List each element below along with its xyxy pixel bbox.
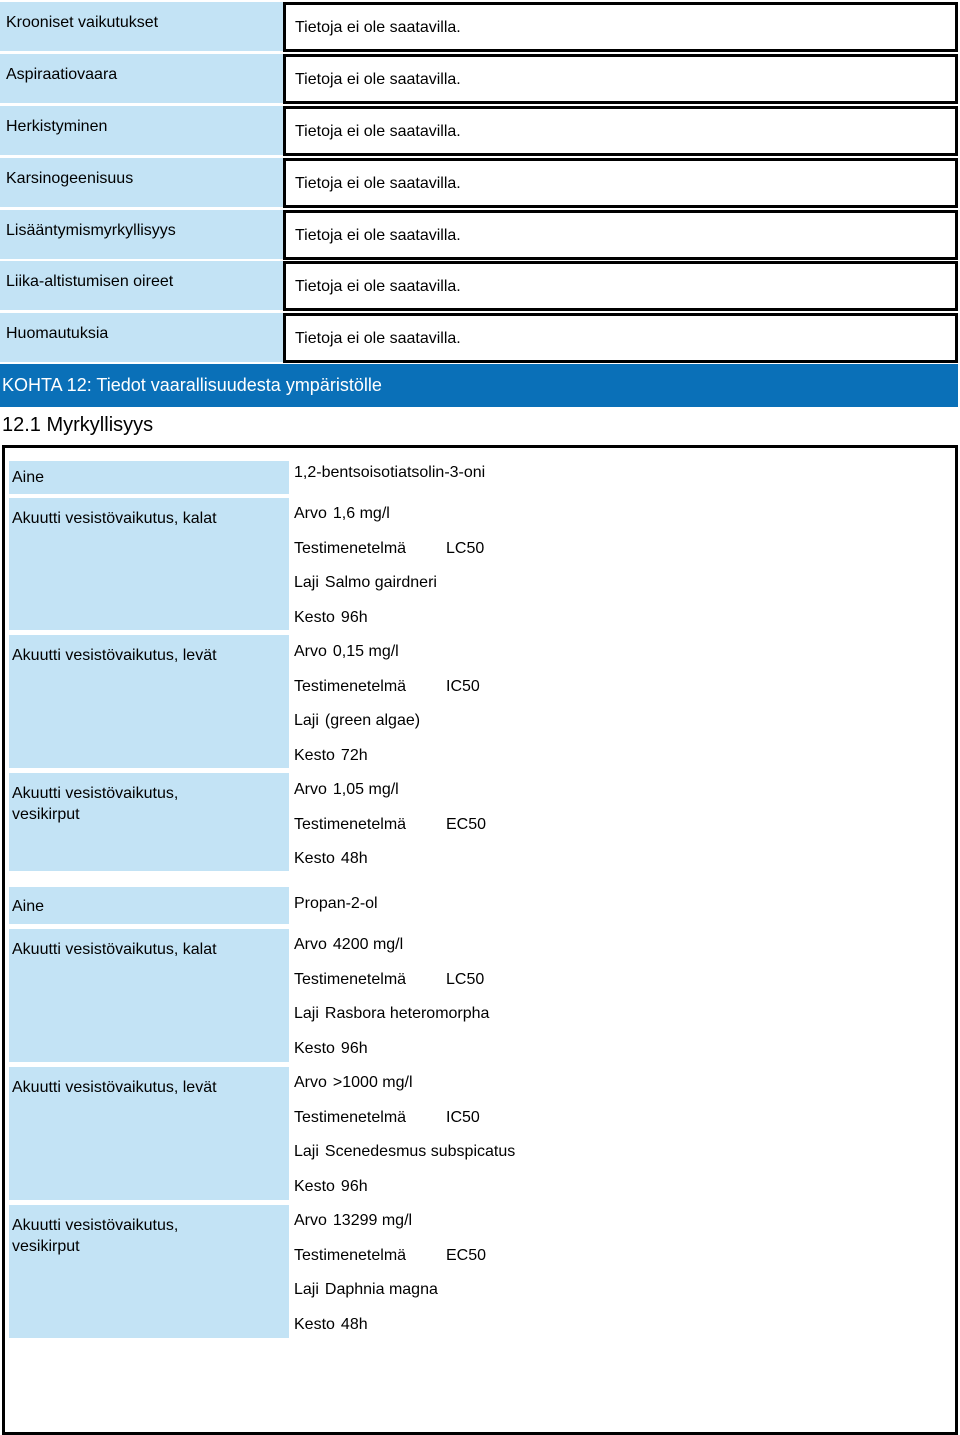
effect-label-daphnia: Akuutti vesistövaikutus, vesikirput xyxy=(9,1205,289,1338)
duration-key: Kesto xyxy=(294,1040,335,1057)
effect-method-row xyxy=(294,539,484,559)
effect-species-row xyxy=(294,1004,489,1024)
table-row xyxy=(0,259,960,311)
effect-label-algae: Akuutti vesistövaikutus, levät xyxy=(9,635,289,768)
table-row xyxy=(0,311,960,363)
row-value: Tietoja ei ole saatavilla. xyxy=(283,54,958,104)
row-value: Tietoja ei ole saatavilla. xyxy=(283,158,958,208)
table-row xyxy=(0,156,960,208)
species: Daphnia magna xyxy=(324,1281,438,1298)
row-value: Tietoja ei ole saatavilla. xyxy=(283,261,958,311)
method: LC50 xyxy=(446,540,485,557)
method: IC50 xyxy=(446,1109,480,1126)
row-label: Lisääntymismyrkyllisyys xyxy=(0,210,283,259)
value-key: Arvo xyxy=(294,1212,327,1229)
duration: 96h xyxy=(340,1040,368,1057)
method: EC50 xyxy=(446,1247,487,1264)
table-row xyxy=(0,52,960,104)
effect-method-row xyxy=(294,970,484,990)
effect-method-row xyxy=(294,1108,480,1128)
duration-key: Kesto xyxy=(294,850,335,867)
effect-value-row xyxy=(294,780,399,800)
value: >1000 mg/l xyxy=(332,1074,413,1091)
effect-method-row xyxy=(294,815,486,835)
row-label: Krooniset vaikutukset xyxy=(0,2,283,51)
species-key: Laji xyxy=(294,1005,319,1022)
row-label: Huomautuksia xyxy=(0,313,283,362)
value: 1,05 mg/l xyxy=(332,781,399,798)
method: LC50 xyxy=(446,971,485,988)
effect-duration-row xyxy=(294,849,368,869)
effect-species-row xyxy=(294,1142,515,1162)
duration-key: Kesto xyxy=(294,1178,335,1195)
species-key: Laji xyxy=(294,1143,319,1160)
row-value: Tietoja ei ole saatavilla. xyxy=(283,313,958,363)
effect-label-fish: Akuutti vesistövaikutus, kalat xyxy=(9,498,289,630)
species-key: Laji xyxy=(294,1281,319,1298)
duration: 96h xyxy=(340,1178,368,1195)
species: Scenedesmus subspicatus xyxy=(324,1143,516,1160)
duration-key: Kesto xyxy=(294,747,335,764)
effect-species-row xyxy=(294,711,420,731)
effect-label-algae: Akuutti vesistövaikutus, levät xyxy=(9,1067,289,1200)
method-key: Testimenetelmä xyxy=(294,816,407,833)
effect-duration-row xyxy=(294,608,368,628)
effect-duration-row xyxy=(294,1177,368,1197)
row-value: Tietoja ei ole saatavilla. xyxy=(283,2,958,52)
effect-value-row xyxy=(294,1073,413,1093)
row-value: Tietoja ei ole saatavilla. xyxy=(283,106,958,156)
substance-label: Aine xyxy=(9,887,289,924)
row-label: Herkistyminen xyxy=(0,106,283,155)
substance-label: Aine xyxy=(9,461,289,494)
method-key: Testimenetelmä xyxy=(294,1247,407,1264)
species-key: Laji xyxy=(294,712,319,729)
value: 0,15 mg/l xyxy=(332,643,399,660)
value-key: Arvo xyxy=(294,505,327,522)
row-label: Aspiraatiovaara xyxy=(0,54,283,103)
section-header: KOHTA 12: Tiedot vaarallisuudesta ympäristölle xyxy=(0,364,958,407)
table-row xyxy=(0,0,960,52)
effect-method-row xyxy=(294,1246,486,1266)
method: IC50 xyxy=(446,678,480,695)
effect-species-row xyxy=(294,1280,438,1300)
value: 4200 mg/l xyxy=(332,936,404,953)
method-key: Testimenetelmä xyxy=(294,678,407,695)
row-value: Tietoja ei ole saatavilla. xyxy=(283,210,958,260)
method-key: Testimenetelmä xyxy=(294,540,407,557)
effect-value-row xyxy=(294,1211,412,1231)
effect-method-row xyxy=(294,677,480,697)
effect-value-row xyxy=(294,935,403,955)
row-label: Liika-altistumisen oireet xyxy=(0,261,283,310)
substance-name: 1,2-bentsoisotiatsolin-3-oni xyxy=(294,464,486,481)
species: (green algae) xyxy=(324,712,421,729)
duration-key: Kesto xyxy=(294,609,335,626)
duration: 48h xyxy=(340,1316,368,1333)
value-key: Arvo xyxy=(294,936,327,953)
duration-key: Kesto xyxy=(294,1316,335,1333)
species: Salmo gairdneri xyxy=(324,574,437,591)
table-row xyxy=(0,208,960,260)
table-row xyxy=(0,104,960,156)
value-key: Arvo xyxy=(294,643,327,660)
value-key: Arvo xyxy=(294,781,327,798)
effect-species-row xyxy=(294,573,437,593)
species-key: Laji xyxy=(294,574,319,591)
method: EC50 xyxy=(446,816,487,833)
species: Rasbora heteromorpha xyxy=(324,1005,490,1022)
duration: 96h xyxy=(340,609,368,626)
effect-duration-row xyxy=(294,1315,368,1335)
subsection-title: 12.1 Myrkyllisyys xyxy=(2,414,154,436)
effect-label-fish: Akuutti vesistövaikutus, kalat xyxy=(9,929,289,1062)
row-label: Karsinogeenisuus xyxy=(0,158,283,207)
effect-duration-row xyxy=(294,1039,368,1059)
method-key: Testimenetelmä xyxy=(294,1109,407,1126)
effect-value-row xyxy=(294,642,399,662)
effect-duration-row xyxy=(294,746,368,766)
substance-name: Propan-2-ol xyxy=(294,895,378,912)
method-key: Testimenetelmä xyxy=(294,971,407,988)
effect-value-row xyxy=(294,504,390,524)
effect-label-daphnia: Akuutti vesistövaikutus, vesikirput xyxy=(9,773,289,871)
value: 1,6 mg/l xyxy=(332,505,390,522)
duration: 72h xyxy=(340,747,368,764)
value-key: Arvo xyxy=(294,1074,327,1091)
value: 13299 mg/l xyxy=(332,1212,413,1229)
duration: 48h xyxy=(340,850,368,867)
